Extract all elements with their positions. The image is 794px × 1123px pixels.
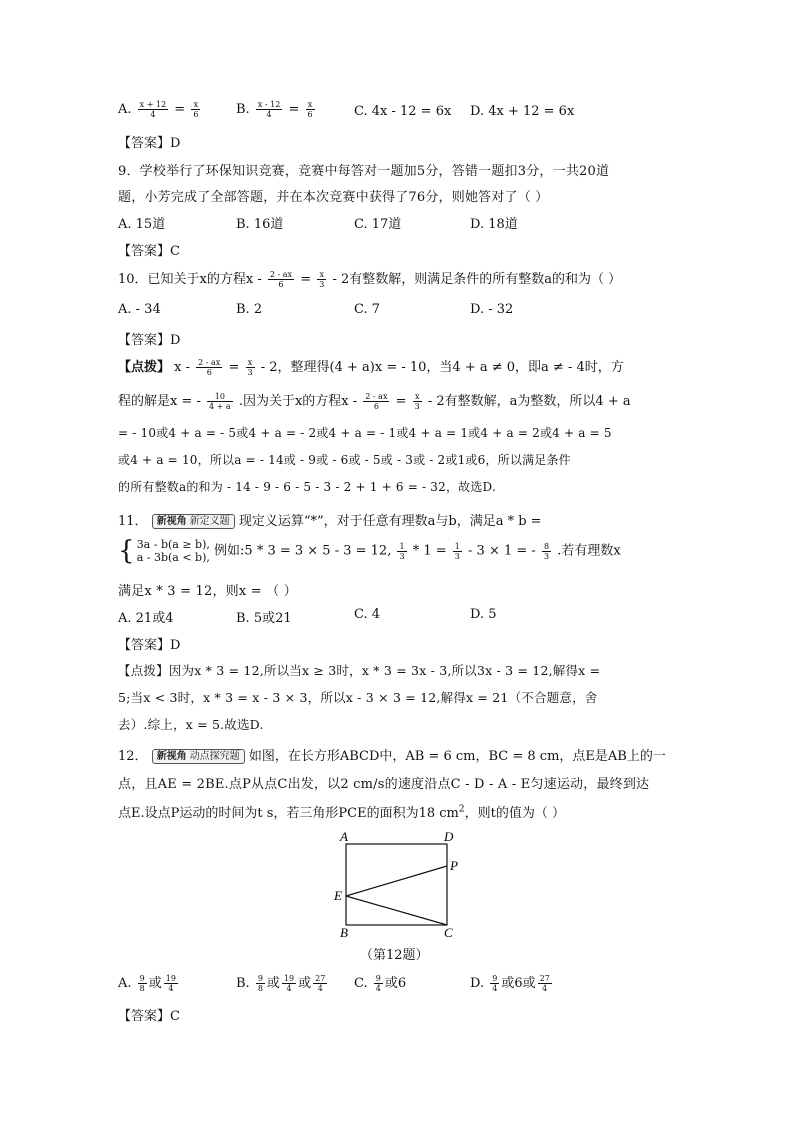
- denominator: 3: [247, 368, 253, 377]
- fraction: [268, 270, 294, 289]
- denominator: 3: [543, 551, 550, 561]
- q9-answer: 【答案】C: [118, 244, 180, 259]
- numerator: 27: [539, 974, 550, 983]
- fraction: [306, 100, 315, 119]
- q11-option-d: D. 5: [470, 607, 497, 622]
- badge-type: 新定义题: [189, 516, 230, 527]
- q9-option-d: D. 18道: [470, 217, 518, 232]
- denominator: 4: [150, 110, 156, 119]
- numerator: x: [413, 392, 422, 402]
- q8-option-b: [236, 100, 317, 119]
- numerator: 9: [492, 974, 498, 983]
- fraction: [490, 974, 499, 993]
- q9-option-a: A. 15道: [118, 217, 166, 232]
- stem-text: - 2有整数解，则满足条件的所有整数a的和为（ ）: [332, 272, 622, 287]
- option-prefix: A.: [118, 102, 132, 117]
- segment-ep: [346, 866, 447, 896]
- numerator: x - 12: [257, 100, 281, 109]
- label-e: E: [334, 888, 342, 903]
- fraction: [542, 542, 551, 561]
- q11-hint-line1: 【点拨】因为x * 3 = 12,所以当x ≥ 3时，x * 3 = 3x - 3,所以3x - 3 = 12,解得x =: [118, 663, 601, 678]
- stem-text: - 3 × 1 = -: [468, 543, 536, 559]
- denominator: 6: [278, 280, 284, 289]
- fraction: [138, 100, 168, 119]
- option-text: 或6或: [501, 976, 536, 991]
- fraction: [538, 974, 552, 993]
- numerator: 2 - ax: [365, 392, 388, 401]
- numerator: 9: [257, 974, 263, 983]
- numerator: 8: [543, 541, 550, 551]
- q10-hint-line2: [118, 390, 631, 411]
- option-prefix: A.: [118, 976, 132, 991]
- stem-text: 例如:5 * 3 = 3 × 5 - 3 = 12,: [214, 543, 392, 559]
- case-2: a - 3b(a < b),: [136, 551, 210, 564]
- fraction: [164, 974, 178, 993]
- option-prefix: D.: [470, 976, 485, 991]
- new-perspective-badge: [152, 514, 235, 529]
- q11-stem-line2: [118, 538, 621, 564]
- q8-option-a: [118, 100, 202, 119]
- equals: =: [228, 360, 240, 375]
- q9-stem-line2: 题，小芳完成了全部答题，并在本次竞赛中获得了76分，则她答对了（ ）: [118, 190, 549, 205]
- fraction: [256, 100, 282, 119]
- q10-hint-line5: 的所有整数a的和为 - 14 - 9 - 6 - 5 - 3 - 2 + 1 + 6 = - 32，故选D.: [118, 480, 496, 494]
- q10-option-b: B. 2: [236, 302, 263, 317]
- numerator: 10: [207, 392, 233, 402]
- q10-option-c: C. 7: [354, 302, 381, 317]
- label-b: B: [340, 925, 348, 938]
- piecewise-cases: [137, 538, 210, 564]
- fraction: [374, 974, 383, 993]
- q10-option-d: D. - 32: [470, 302, 514, 317]
- stem-text: 如图，在长方形ABCD中，AB = 6 cm，BC = 8 cm，点E是AB上的一: [248, 749, 666, 764]
- denominator: 4: [266, 110, 272, 119]
- stem-text: 10．已知关于x的方程x -: [118, 272, 262, 287]
- hint-text: 程的解是x = -: [118, 394, 201, 409]
- stem-text: 现定义运算“*”，对于任意有理数a与b，满足a * b =: [238, 514, 542, 529]
- rectangle-figure: [330, 826, 470, 938]
- or-text: 或: [266, 976, 280, 991]
- or-text: 或: [148, 976, 162, 991]
- numerator: 2 - ax: [198, 358, 221, 367]
- new-perspective-badge: [152, 749, 245, 764]
- q9-option-c: C. 17道: [354, 217, 402, 232]
- numerator: 1: [399, 541, 405, 551]
- badge-label: 新视角: [156, 516, 187, 527]
- q11-stem-line3: 满足x * 3 = 12，则x = （ ）: [118, 584, 297, 599]
- numerator: 2 - ax: [269, 270, 293, 279]
- q12-stem-line1: [118, 745, 666, 764]
- stem-text: .若有理数x: [557, 543, 621, 559]
- q10-hint-line3: = - 10或4 + a = - 5或4 + a = - 2或4 + a = - 1或4 + a = 1或4 + a = 2或4 + a = 5: [118, 426, 612, 440]
- hint-label: 【点拨】: [118, 360, 171, 375]
- q10-option-a: A. - 34: [118, 302, 161, 317]
- hint-text: - 2，整理得(4 + a)x = - 10，当4 + a ≠ 0，即a ≠ - 4时，方: [260, 360, 624, 375]
- segment-ec: [346, 896, 447, 925]
- q9-option-b: B. 16道: [236, 217, 284, 232]
- stem-text: * 1 =: [412, 543, 447, 559]
- q8-option-d: D. 4x + 12 = 6x: [470, 104, 575, 119]
- stem-text: ，则t的值为（ ）: [464, 806, 565, 821]
- denominator: 6: [373, 402, 379, 411]
- numerator: x: [246, 358, 255, 368]
- q12-stem-line3: [118, 802, 565, 821]
- label-d: D: [444, 829, 454, 844]
- or-text: 或: [298, 976, 312, 991]
- fraction: [453, 542, 462, 561]
- option-prefix: B.: [236, 976, 250, 991]
- fraction: [196, 358, 222, 377]
- numerator: 19: [165, 974, 176, 983]
- numerator: x + 12: [139, 100, 167, 109]
- badge-label: 新视角: [156, 751, 187, 762]
- denominator: 6: [206, 368, 212, 377]
- denominator: 4: [168, 984, 174, 993]
- denominator: 8: [257, 984, 263, 993]
- hint-text: .因为关于x的方程x -: [238, 394, 358, 409]
- q12-option-d: [470, 972, 554, 993]
- numerator: 9: [139, 974, 145, 983]
- numerator: x: [317, 270, 326, 280]
- numerator: 27: [315, 974, 326, 983]
- figure-caption: （第12题）: [360, 948, 429, 963]
- question-number: 11．: [118, 514, 148, 529]
- fraction: [397, 542, 406, 561]
- q12-answer: 【答案】C: [118, 1009, 180, 1024]
- hint-text: x -: [174, 360, 191, 375]
- q11-stem-line1: [118, 510, 542, 529]
- denominator: 8: [139, 984, 145, 993]
- q12-stem-line2: 点，且AE = 2BE.点P从点C出发，以2 cm/s的速度沿点C - D - A - E匀速运动，最终到达: [118, 777, 650, 792]
- equals: =: [288, 102, 300, 117]
- question-number: 12．: [118, 749, 148, 764]
- case-1: 3a - b(a ≥ b),: [136, 538, 210, 551]
- q11-option-b: B. 5或21: [236, 611, 292, 626]
- denominator: 6: [307, 110, 313, 119]
- denominator: 4: [542, 984, 548, 993]
- numerator: 19: [283, 974, 295, 983]
- denominator: 3: [319, 280, 325, 289]
- denominator: 3: [454, 551, 460, 561]
- label-a: A: [340, 829, 348, 844]
- q11-option-c: C. 4: [354, 607, 381, 622]
- numerator: x: [306, 100, 315, 110]
- fraction: [256, 974, 265, 993]
- q9-stem-line1: 9．学校举行了环保知识竞赛，竞赛中每答对一题加5分，答错一题扣3分，一共20道: [118, 164, 610, 179]
- option-text: 或6: [384, 976, 407, 991]
- superscript: 2: [458, 804, 465, 815]
- denominator: 4: [317, 984, 323, 993]
- numerator: 1: [454, 541, 460, 551]
- option-prefix: C.: [354, 976, 368, 991]
- q12-option-a: [118, 972, 180, 993]
- equals: =: [395, 394, 407, 409]
- denominator: 3: [414, 402, 420, 411]
- q8-option-c: C. 4x - 12 = 6x: [354, 104, 452, 119]
- badge-type: 动点探究题: [189, 751, 240, 762]
- numerator: x: [191, 100, 200, 110]
- denominator: 6: [193, 110, 199, 119]
- denominator: 4 + a: [209, 402, 231, 411]
- case-brace: {: [118, 536, 135, 566]
- fraction: [317, 270, 326, 289]
- q10-stem: [118, 268, 621, 289]
- label-c: C: [444, 925, 453, 938]
- denominator: 4: [492, 984, 498, 993]
- q11-hint-line3: 去）.综上，x = 5.故选D.: [118, 717, 264, 732]
- fraction: [246, 358, 255, 377]
- q11-hint-line2: 5;当x < 3时，x * 3 = x - 3 × 3，所以x - 3 × 3 = 12,解得x = 21（不合题意，舍: [118, 690, 598, 705]
- fraction: [138, 974, 147, 993]
- denominator: 4: [286, 984, 292, 993]
- denominator: 3: [399, 551, 405, 561]
- fraction: [313, 974, 327, 993]
- q12-option-c: [354, 972, 406, 993]
- q12-option-b: [236, 972, 329, 993]
- hint-text: - 2有整数解，a为整数，所以4 + a: [427, 394, 631, 409]
- fraction: [363, 392, 389, 411]
- fraction: [191, 100, 200, 119]
- fraction: [282, 974, 296, 993]
- q10-hint-line4: 或4 + a = 10，所以a = - 14或 - 9或 - 6或 - 5或 - 3或 - 2或1或6，所以满足条件: [118, 453, 571, 467]
- numerator: 9: [375, 974, 381, 983]
- rectangle-abcd: [346, 844, 447, 925]
- equals: =: [174, 102, 186, 117]
- fraction: [207, 392, 233, 411]
- option-prefix: B.: [236, 102, 250, 117]
- q11-option-a: A. 21或4: [118, 611, 174, 626]
- label-p: P: [450, 858, 458, 873]
- stem-text: 点E.设点P运动的时间为t s，若三角形PCE的面积为18 cm: [118, 806, 459, 821]
- equals: =: [300, 272, 312, 287]
- q8-answer: 【答案】D: [118, 136, 181, 151]
- q11-answer: 【答案】D: [118, 638, 181, 653]
- fraction: [413, 392, 422, 411]
- q10-answer: 【答案】D: [118, 333, 181, 348]
- q10-hint-line1: [118, 356, 624, 377]
- denominator: 4: [375, 984, 381, 993]
